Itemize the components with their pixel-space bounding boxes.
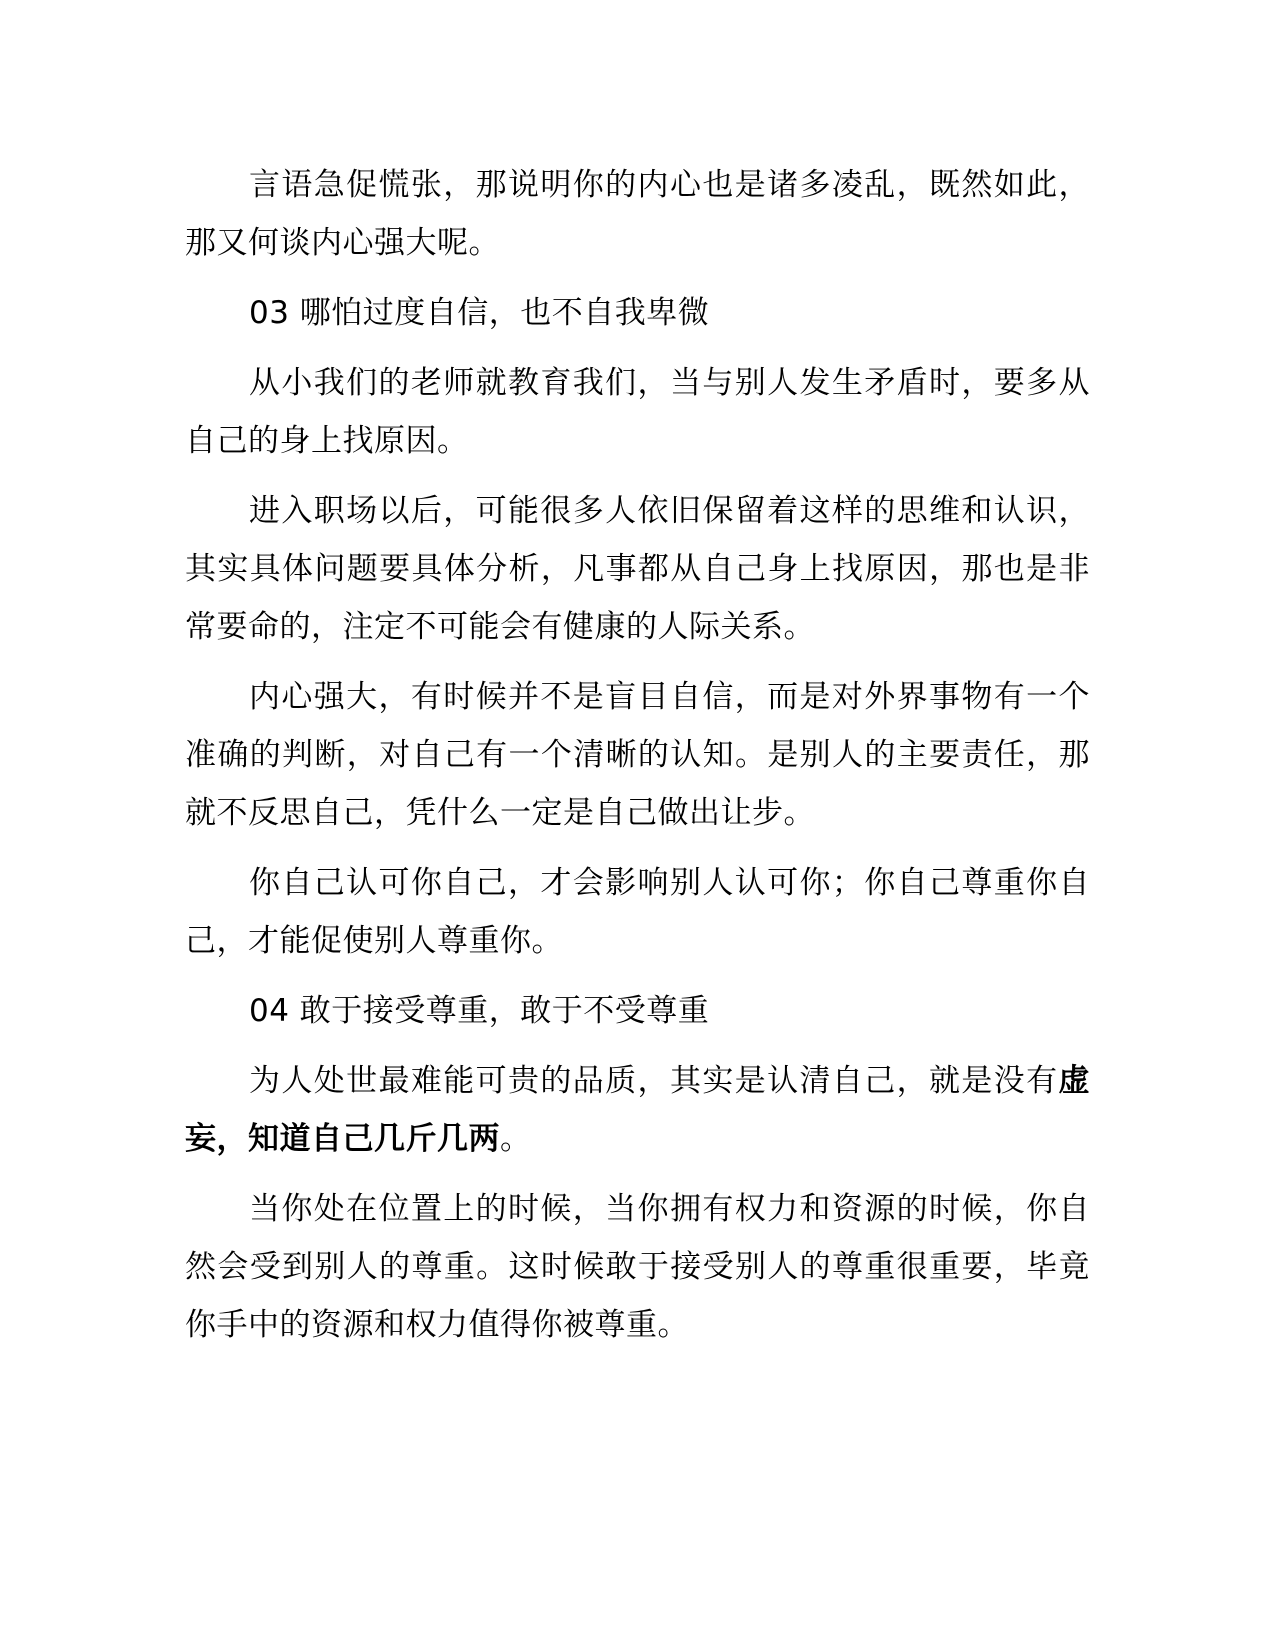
section-heading-03: 03 哪怕过度自信，也不自我卑微 bbox=[249, 295, 710, 331]
paragraph: 进入职场以后，可能很多人依旧保留着这样的思维和认识，其实具体问题要具体分析，凡事都从自己身上找原因，那也是非常要命的，注定不可能会有健康的人际关系。 bbox=[185, 493, 1090, 645]
paragraph: 当你处在位置上的时候，当你拥有权力和资源的时候，你自然会受到别人的尊重。这时候敢于接受别人的尊重很重要，毕竟你手中的资源和权力值得你被尊重。 bbox=[185, 1191, 1090, 1343]
document-body bbox=[185, 156, 1090, 1366]
section-heading-04: 04 敢于接受尊重，敢于不受尊重 bbox=[249, 993, 710, 1029]
paragraph: 你自己认可你自己，才会影响别人认可你；你自己尊重你自己，才能促使别人尊重你。 bbox=[185, 865, 1090, 959]
paragraph-bold-run: 虚妄，知道自己几斤几两 bbox=[185, 1063, 1090, 1157]
paragraph bbox=[185, 1052, 1090, 1168]
paragraph: 言语急促慌张，那说明你的内心也是诸多凌乱，既然如此，那又何谈内心强大呢。 bbox=[185, 167, 1090, 261]
paragraph: 内心强大，有时候并不是盲目自信，而是对外界事物有一个准确的判断，对自己有一个清晰的认知。是别人的主要责任，那就不反思自己，凭什么一定是自己做出让步。 bbox=[185, 679, 1090, 831]
paragraph-run: 为人处世最难能可贵的品质，其实是认清自己，就是没有 bbox=[249, 1063, 1059, 1099]
paragraph-run: 。 bbox=[500, 1121, 532, 1157]
paragraph: 从小我们的老师就教育我们，当与别人发生矛盾时，要多从自己的身上找原因。 bbox=[185, 365, 1090, 459]
